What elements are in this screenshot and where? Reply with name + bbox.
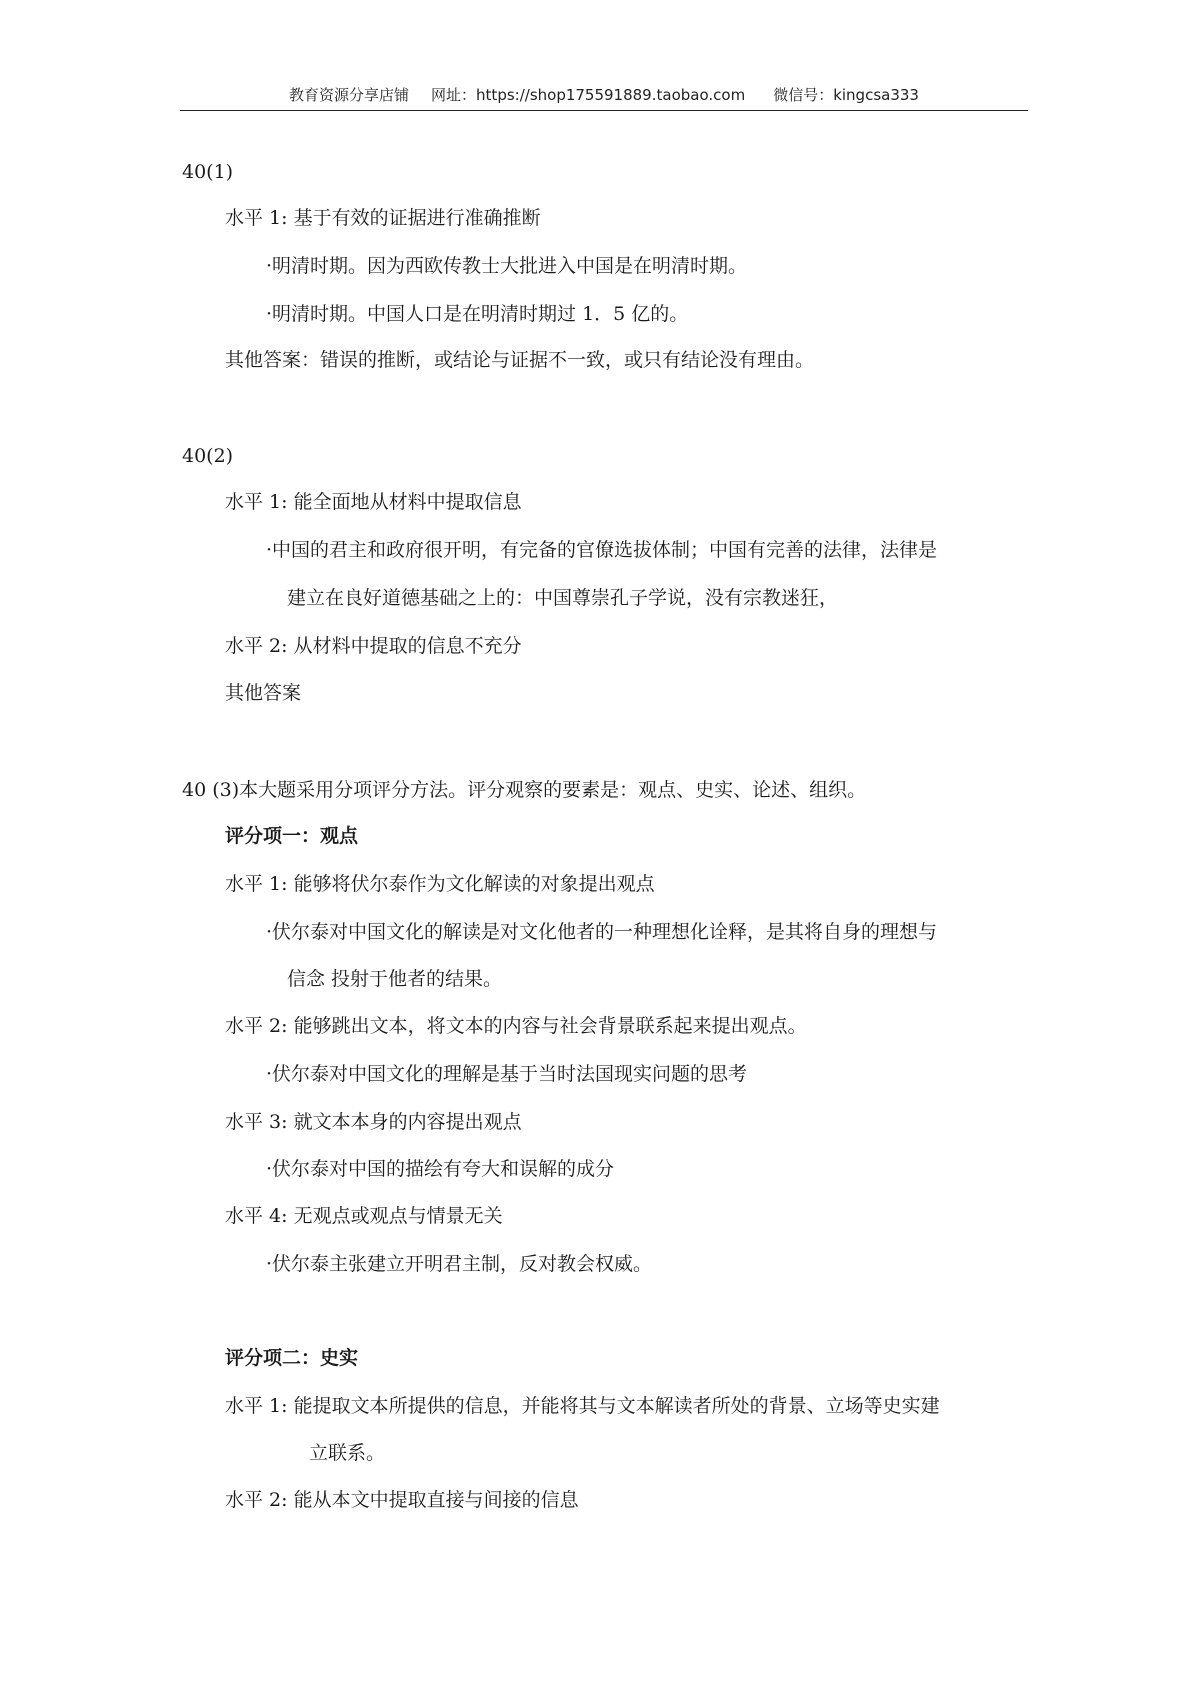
q40-3-item1-level1: 水平 1: 能够将伏尔泰作为文化解读的对象提出观点: [225, 873, 655, 895]
header-shop-name: 教育资源分享店铺: [289, 86, 410, 104]
header-divider: [180, 110, 1028, 111]
q40-1-point1: ·明清时期。因为西欧传教士大批进入中国是在明清时期。: [266, 255, 748, 277]
q40-1-point2: ·明清时期。中国人口是在明清时期过 1．5 亿的。: [266, 303, 689, 325]
q40-2-point1a: ·中国的君主和政府很开明，有完备的官僚选拔体制；中国有完善的法律，法律是: [266, 539, 938, 561]
q40-3-intro: 40 (3)本大题采用分项评分方法。评分观察的要素是：观点、史实、论述、组织。: [182, 779, 867, 801]
q40-1-level1: 水平 1: 基于有效的证据进行准确推断: [225, 207, 541, 229]
q40-3-item1-level4: 水平 4: 无观点或观点与情景无关: [225, 1205, 503, 1227]
q40-3-item2-level1b: 立联系。: [309, 1442, 386, 1464]
q40-3-item1-level3: 水平 3: 就文本本身的内容提出观点: [225, 1111, 522, 1133]
question-40-1-id: 40(1): [182, 161, 234, 183]
q40-2-level2: 水平 2: 从材料中提取的信息不充分: [225, 635, 522, 657]
q40-3-item1-level1-point-a: ·伏尔泰对中国文化的解读是对文化他者的一种理想化诠释，是其将自身的理想与: [266, 921, 938, 943]
q40-3-item1-level1-point-b: 信念 投射于他者的结果。: [287, 968, 503, 990]
q40-2-point1b: 建立在良好道德基础之上的：中国尊崇孔子学说，没有宗教迷狂，: [287, 587, 839, 609]
q40-3-item1-level2: 水平 2: 能够跳出文本，将文本的内容与社会背景联系起来提出观点。: [225, 1015, 807, 1037]
q40-3-item2-title: 评分项二：史实: [225, 1347, 359, 1369]
q40-3-item2-level2: 水平 2: 能从本文中提取直接与间接的信息: [225, 1489, 579, 1511]
q40-2-other: 其他答案: [225, 682, 302, 704]
q40-2-level1: 水平 1: 能全面地从材料中提取信息: [225, 491, 522, 513]
q40-3-item1-level4-point: ·伏尔泰主张建立开明君主制，反对教会权威。: [266, 1253, 653, 1275]
q40-1-other: 其他答案：错误的推断，或结论与证据不一致，或只有结论没有理由。: [225, 349, 815, 371]
header-wechat: 微信号：kingcsa333: [773, 86, 919, 104]
question-40-2-id: 40(2): [182, 445, 234, 467]
q40-3-item2-level1a: 水平 1: 能提取文本所提供的信息，并能将其与文本解读者所处的背景、立场等史实建: [225, 1395, 940, 1417]
q40-3-item1-level2-point: ·伏尔泰对中国文化的理解是基于当时法国现实问题的思考: [266, 1063, 748, 1085]
page-header: [180, 84, 1028, 105]
header-url[interactable]: 网址：https://shop175591889.taobao.com: [431, 86, 746, 104]
q40-3-item1-level3-point: ·伏尔泰对中国的描绘有夸大和误解的成分: [266, 1158, 615, 1180]
q40-3-item1-title: 评分项一：观点: [225, 825, 359, 847]
